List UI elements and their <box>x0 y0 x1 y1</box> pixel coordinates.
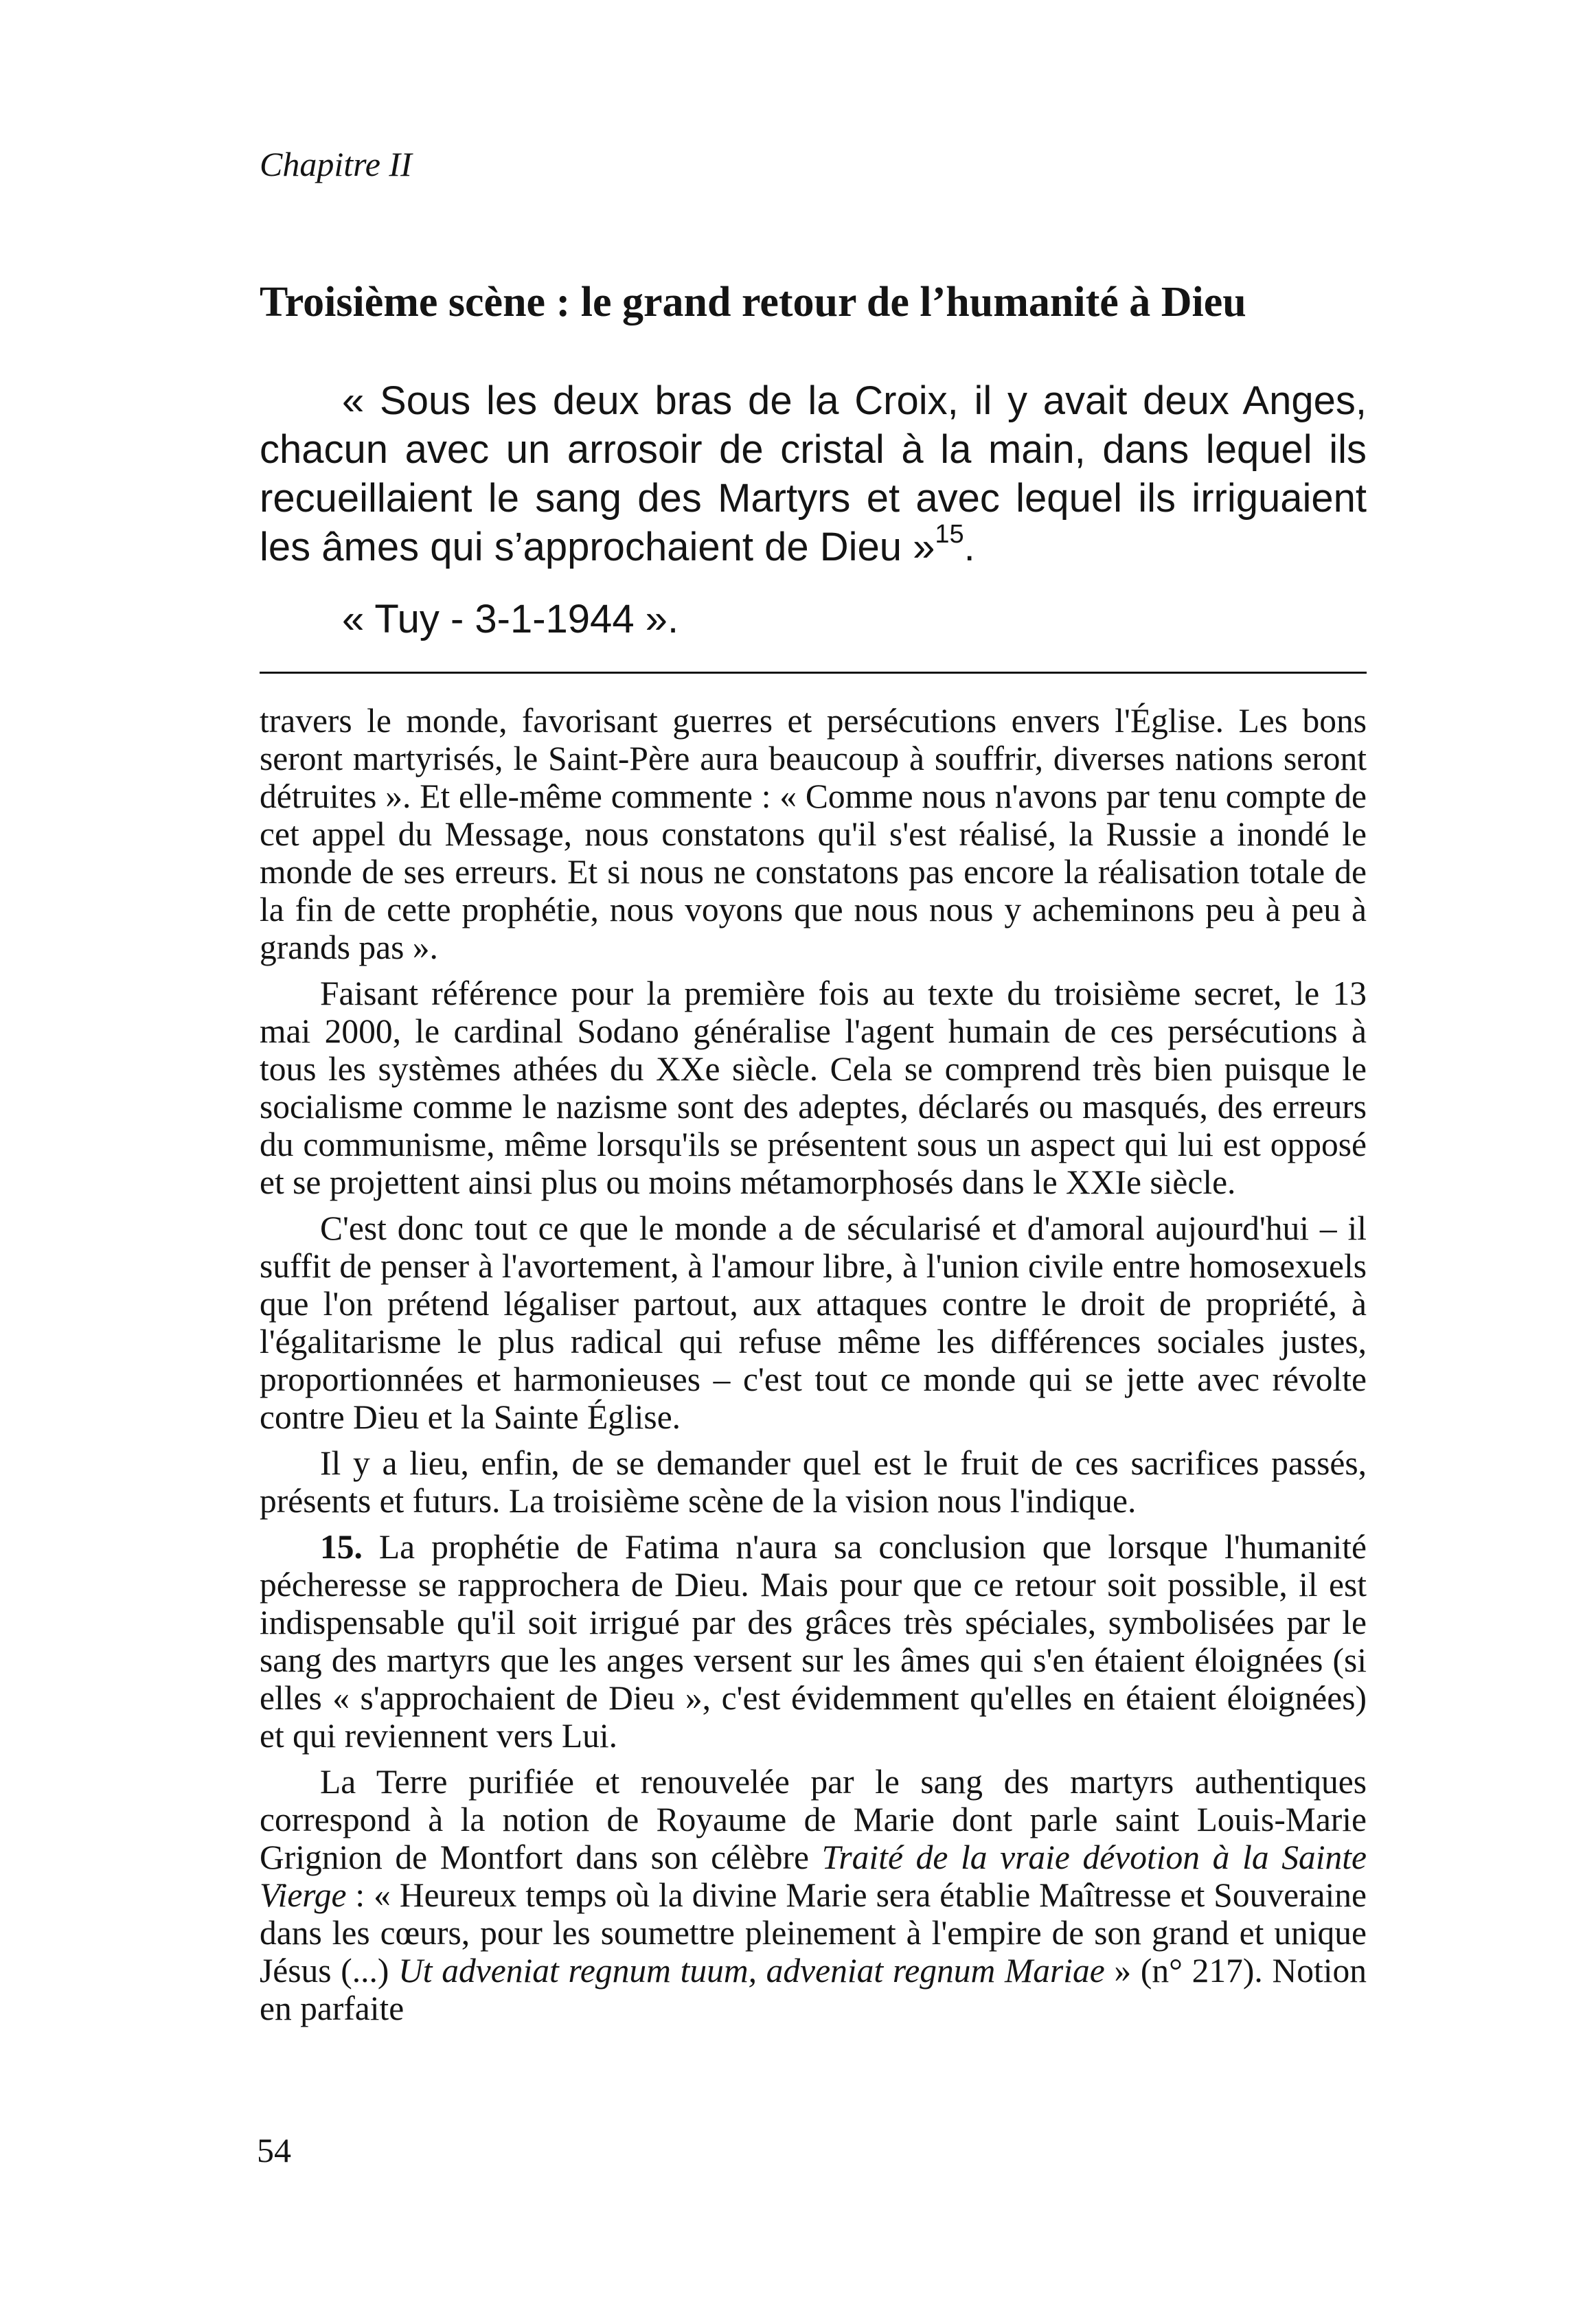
footnote-number-15: 15. <box>320 1528 363 1566</box>
paragraph-6-text-b: : « Heureux temps où la divine Marie sera établie Maîtresse et Souveraine dans les cœurs, pour les soumettre pleinement à l'empire de son grand et unique Jésus (...) <box>260 1876 1367 1990</box>
vision-quote <box>260 376 1367 571</box>
footnote-ref-15[interactable]: 15 <box>935 520 964 549</box>
paragraph-1: travers le monde, favorisant guerres et persécutions envers l'Église. Les bons seront martyrisés, le Saint-Père aura beaucoup à souffrir, diverses nations seront détruites ». Et elle-même commente : « Comme nous n'avons par tenu compte de cet appel du Message, nous constatons qu'il s'est réalisé, la Russie a inondé le monde de ses erreurs. Et si nous ne constatons pas encore la réalisation totale de la fin de cette prophétie, nous voyons que nous nous y acheminons peu à peu à grands pas ». <box>260 702 1367 966</box>
footnote-separator <box>260 672 1367 674</box>
paragraph-6-text-a: La Terre purifiée et renouvelée par le sang des martyrs authentiques correspond à la notion de Royaume de Marie dont parle saint Louis-Marie Grignion de Montfort dans son célèbre <box>260 1763 1367 1876</box>
quote-text: « Sous les deux bras de la Croix, il y avait deux Anges, chacun avec un arrosoir de cristal à la main, dans lequel ils recueillaient le sang des Martyrs et avec lequel ils irriguaient les âmes qui s’approchaient de Dieu » <box>260 378 1367 569</box>
paragraph-2: Faisant référence pour la première fois au texte du troisième secret, le 13 mai 2000, le cardinal Sodano généralise l'agent humain de ces persécutions à tous les systèmes athées du XXe siècle. Cela se comprend très bien puisque le socialisme comme le nazisme sont des adeptes, déclarés ou masqués, des erreurs du communisme, même lorsqu'ils se présentent sous un aspect qui lui est opposé et se projettent ainsi plus ou moins métamorphosés dans le XXIe siècle. <box>260 975 1367 1201</box>
paragraph-5-text: La prophétie de Fatima n'aura sa conclusion que lorsque l'humanité pécheresse se rapprochera de Dieu. Mais pour que ce retour soit possible, il est indispensable qu'il soit irrigué par des grâces très spéciales, symbolisées par le sang des martyrs que les anges versent sur les âmes qui s'en étaient éloignées (si elles « s'approchaient de Dieu », c'est évidemment qu'elles en étaient éloignées) et qui reviennent vers Lui. <box>260 1528 1367 1755</box>
section-title: Troisième scène : le grand retour de l’humanité à Dieu <box>260 279 1246 326</box>
paragraph-5 <box>260 1528 1367 1755</box>
quote-end: . <box>964 525 975 569</box>
body-text <box>260 702 1367 2036</box>
running-head: Chapitre II <box>260 145 412 183</box>
paragraph-6 <box>260 1763 1367 2027</box>
book-title-traite: Traité de la vraie dévotion à la Sainte Vierge <box>260 1838 1367 1914</box>
paragraph-3: C'est donc tout ce que le monde a de sécularisé et d'amoral aujourd'hui – il suffit de penser à l'avortement, à l'amour libre, à l'union civile entre homosexuels que l'on prétend légaliser partout, aux attaques contre le droit de propriété, à l'égalitarisme le plus radical qui refuse même les différences sociales justes, proportionnées et harmonieuses – c'est tout ce monde qui se jette avec révolte contre Dieu et la Sainte Église. <box>260 1209 1367 1436</box>
quote-reference: « Tuy - 3-1-1944 ». <box>342 597 679 641</box>
latin-quote: Ut adveniat regnum tuum, adveniat regnum Mariae <box>398 1952 1105 1990</box>
paragraph-4: Il y a lieu, enfin, de se demander quel est le fruit de ces sacrifices passés, présents et futurs. La troisième scène de la vision nous l'indique. <box>260 1444 1367 1520</box>
page-number: 54 <box>257 2131 291 2169</box>
paragraph-6-text-c: » (n° 217). Notion en parfaite <box>260 1952 1367 2027</box>
